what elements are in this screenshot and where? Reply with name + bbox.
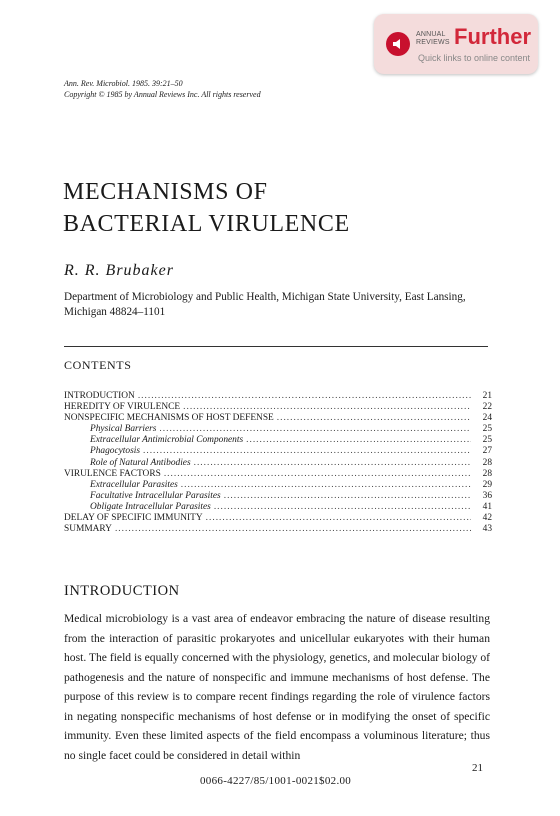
toc-leader-dots <box>143 446 471 457</box>
toc-entry[interactable] <box>64 391 492 402</box>
toc-entry[interactable] <box>64 513 492 524</box>
contents-heading: CONTENTS <box>64 358 132 372</box>
toc-entry-label: Obligate Intracellular Parasites <box>90 501 211 512</box>
toc-entry[interactable] <box>64 424 492 435</box>
toc-entry[interactable] <box>64 469 492 480</box>
page-number: 21 <box>472 762 483 774</box>
toc-entry-page: 28 <box>482 457 492 468</box>
toc-entry-page: 27 <box>482 446 492 457</box>
toc-entry-label: VIRULENCE FACTORS <box>64 468 161 479</box>
toc-entry-label: HEREDITY OF VIRULENCE <box>64 402 181 413</box>
toc-leader-dots <box>159 424 471 435</box>
toc-leader-dots <box>183 402 471 413</box>
toc-entry-page: 42 <box>482 513 492 524</box>
speaker-icon <box>386 32 410 56</box>
toc-entry-page: 43 <box>482 524 492 535</box>
badge-subtitle: Quick links to online content <box>418 53 531 63</box>
toc-entry[interactable] <box>64 413 492 424</box>
toc-entry-page: 36 <box>482 490 492 501</box>
toc-leader-dots <box>115 524 471 535</box>
toc-leader-dots <box>246 435 471 446</box>
toc-leader-dots <box>181 480 471 491</box>
toc-entry-label: NONSPECIFIC MECHANISMS OF HOST DEFENSE <box>64 413 274 424</box>
contents-divider <box>64 346 488 347</box>
toc-entry[interactable] <box>64 524 492 535</box>
badge-further-label: Further <box>454 24 531 49</box>
toc-leader-dots <box>224 491 471 502</box>
badge-annual-reviews-label: ANNUAL REVIEWS <box>416 31 450 46</box>
toc-entry-label: INTRODUCTION <box>64 391 135 401</box>
toc-entry-page: 24 <box>482 413 492 424</box>
table-of-contents <box>64 391 492 535</box>
toc-leader-dots <box>138 391 471 402</box>
toc-entry[interactable] <box>64 435 492 446</box>
author-name: R. R. Brubaker <box>64 262 174 279</box>
toc-entry-label: Extracellular Antimicrobial Components <box>90 435 244 446</box>
toc-leader-dots <box>164 469 471 480</box>
toc-entry-label: Role of Natural Antibodies <box>90 457 191 468</box>
toc-leader-dots <box>194 458 471 469</box>
author-affiliation: Department of Microbiology and Public Health, Michigan State University, East Lansing, Michigan 48824–1101 <box>64 291 466 318</box>
journal-citation: Ann. Rev. Microbiol. 1985. 39:21–50 <box>64 79 183 88</box>
article-title-line2: BACTERIAL VIRULENCE <box>63 211 350 237</box>
toc-entry-page: 29 <box>482 479 492 490</box>
toc-entry-page: 21 <box>482 391 492 401</box>
toc-entry-label: Extracellular Parasites <box>90 479 178 490</box>
introduction-heading: INTRODUCTION <box>64 583 180 599</box>
toc-entry-page: 25 <box>482 424 492 435</box>
toc-entry[interactable] <box>64 502 492 513</box>
toc-entry[interactable] <box>64 458 492 469</box>
toc-leader-dots <box>214 502 471 513</box>
introduction-paragraph: Medical microbiology is a vast area of endeavor embracing the nature of disease resulting from the interaction of parasitic prokaryotes and unicellular eukaryotes with their human host. The field is equally concerned with the physiology, genetics, and molecular biology of pathogenesis and the nature of nonspecific and immune mechanisms of host defense. The purpose of this review is to compare recent findings regarding the role of virulence factors in negating nonspecific mechanisms of host defense or in modifying the onset of specific immunity. Even these limited aspects of the field encompass a voluminous literature; thus no single facet could be considered in detail within <box>64 612 490 762</box>
toc-entry[interactable] <box>64 480 492 491</box>
toc-leader-dots <box>277 413 471 424</box>
toc-entry-label: Facultative Intracellular Parasites <box>90 490 221 501</box>
toc-entry-page: 25 <box>482 435 492 446</box>
toc-entry-label: Phagocytosis <box>90 446 140 457</box>
toc-entry-label: DELAY OF SPECIFIC IMMUNITY <box>64 513 203 524</box>
toc-entry-page: 41 <box>482 501 492 512</box>
toc-entry-page: 28 <box>482 468 492 479</box>
toc-entry-label: Physical Barriers <box>90 424 157 435</box>
toc-leader-dots <box>206 513 471 524</box>
toc-entry[interactable] <box>64 402 492 413</box>
toc-entry[interactable] <box>64 446 492 457</box>
toc-entry-page: 22 <box>482 402 492 413</box>
toc-entry-label: SUMMARY <box>64 524 112 535</box>
toc-entry[interactable] <box>64 491 492 502</box>
article-code: 0066-4227/85/1001-0021$02.00 <box>200 775 352 787</box>
copyright-notice: Copyright © 1985 by Annual Reviews Inc. All rights reserved <box>64 90 261 99</box>
annual-reviews-further-badge[interactable] <box>374 14 538 74</box>
article-title-line1: MECHANISMS OF <box>63 179 268 205</box>
